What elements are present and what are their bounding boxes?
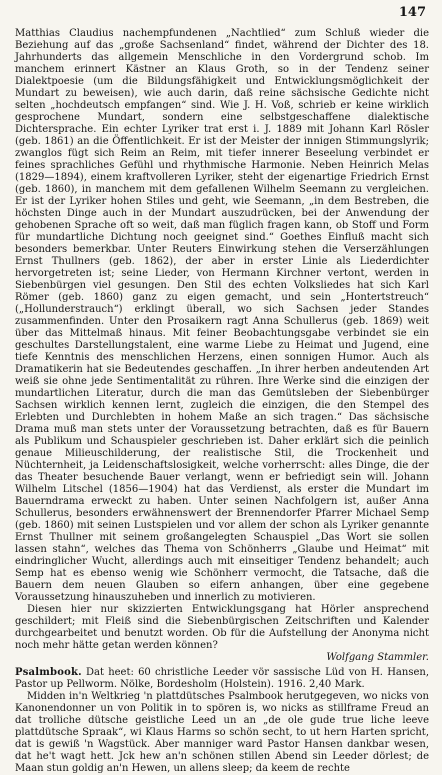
text-block bbox=[15, 28, 429, 775]
page-number: 147 bbox=[398, 5, 426, 20]
body-paragraph: Matthias Claudius nachempfundenen „Nachtlied“ zum Schluß wieder die Beziehung auf das „große Sachsenland“ findet, während der Dichter des 18. Jahrhunderts das allgemein Menschliche in den Vordergrund schob. Im manchem erinnert Kästner an Klaus Groth, so in der Tendenz seiner Dialektpoesie (um die Bildungsfähigkeit und Entwicklungsmöglichkeit der Mundart zu beweisen), wie auch darin, daß reine sächsische Gedichte nicht selten „hochdeutsch empfangen“ sind. Wie J. H. Voß, schrieb er keine wirklich gesprochene Mundart, sondern eine selbstgeschaffene dialektische Dichtersprache. Ein echter Lyriker trat erst i. J. 1889 mit Johann Karl Rösler (geb. 1861) an die Öffentlichkeit. Er ist der Meister der innigen Stimmungslyrik; zwanglos fügt sich Reim an Reim, mit tiefer innerer Beseelung verbindet er feines sprachliches Gefühl und rhythmische Harmonie. Neben Heinrich Melas (1829—1894), einem kraftvolleren Lyriker, steht der eigenartige Friedrich Ernst (geb. 1860), in manchem mit dem gefallenen Wilhelm Seemann zu vergleichen. Er ist der Lyriker hohen Stiles und geht, wie Seemann, „in dem Bestreben, die höchsten Dinge auch in der Mundart auszudrücken, bei der Anwendung der gehobenen Sprache oft so weit, daß man füglich fragen kann, ob Stoff und Form für mundartliche Dichtung noch geeignet sind.“ Goethes Einfluß macht sich besonders bemerkbar. Unter Reuters Einwirkung stehen die Verserzählungen Ernst Thullners (geb. 1862), der aber in erster Linie als Liederdichter hervorgetreten ist; seine Lieder, von Hermann Kirchner vertont, werden in Siebenbürgen viel gesungen. Den Stil des echten Volksliedes hat sich Karl Römer (geb. 1860) ganz zu eigen gemacht, und sein „Hontertstreuch“ („Hollunderstrauch“) erklingt überall, wo sich Sachsen jeder Standes zusammenfinden. Unter den Prosaikern ragt Anna Schullerus (geb. 1869) weit über das Mittelmaß hinaus. Mit feiner Beobachtungsgabe verbindet sie ein geschultes Darstellungstalent, eine warme Liebe zu Heimat und Jugend, eine tiefe Kenntnis des menschlichen Herzens, einen sonnigen Humor. Auch als Dramatikerin hat sie Bedeutendes geschaffen. „In ihrer herben andeutenden Art weiß sie ohne jede Sentimentalität zu rühren. Ihre Werke sind die einzigen der mundartlichen Literatur, durch die man das Gemütsleben der Siebenbürger Sachsen wirklich kennen lernt, zugleich die einzigen, die den Stempel des Erlebten und Durchlebten in hohem Maße an sich tragen.“ Das sächsische Drama muß man stets unter der Voraussetzung betrachten, daß es für Bauern als Publikum und Schauspieler geschrieben ist. Daher erklärt sich die peinlich genaue Milieuschilderung, der realistische Stil, die Trockenheit und Nüchternheit, ja Leidenschaftslosigkeit, welche vorherrscht: alles Dinge, die der das Theater besuchende Bauer verlangt, wenn er befriedigt sein will. Johann Wilhelm Litschel (1856—1904) hat das Verdienst, als erster die Mundart im Bauerndrama erweckt zu haben. Unter seinen Nachfolgern ist, außer Anna Schullerus, besonders erwähnenswert der Brennendorfer Pfarrer Michael Semp (geb. 1860) mit seinen Lustspielen und vor allem der schon als Lyriker genannte Ernst Thullner mit seinem großangelegten Schauspiel „Das Wort sie sollen lassen stahn“, welches das Thema von Schönherrs „Glaube und Heimat“ mit eindringlicher Wucht, allerdings auch mit einseitiger Tendenz behandelt; auch Semp hat es ebenso wenig wie Schönherr vermocht, die Tatsache, daß die Bauern dem neuen Glauben so eifern anhangen, über eine gegebene Voraussetzung hinauszuheben und innerlich zu motivieren. bbox=[15, 28, 429, 603]
review-section bbox=[15, 667, 429, 775]
review-paragraph: Midden in'n Weltkrieg 'n plattdütsches Psalmbook herutgegeven, wo nicks von Kanonendonner un von Politik in to spören is, wo nicks as stillframe Freud an dat trolliche dütsche geistliche Leed un an „de ole gude true liche leeve plattdütsche Spraak“, wi Klaus Harms so schön secht, to ut hern Harten spricht, dat is gewiß 'n Wagstück. Aber manniger ward Pastor Hansen dankbar wesen, dat he't wagt hett. Jck hew an'n schönen stillen Abend sin Leeder dörlest; de Maan stun goldig an'n Hewen, un allens sleep; da keem de rechte bbox=[15, 691, 429, 774]
author-signature: Wolfgang Stammler. bbox=[326, 652, 429, 663]
review-citation: Dat heet: 60 christliche Leeder vör sassische Lüd von H. Hansen, Pastor up Pellworm. Nölke, Bordesholm (Holstein). 1916. 2,40 Mark. bbox=[15, 667, 429, 690]
review-title: Psalmbook. bbox=[15, 667, 82, 678]
body-paragraph: Diesen hier nur skizzierten Entwicklungsgang hat Hörler ansprechend geschildert; mit Fleiß sind die Siebenbürgischen Zeitschriften und Kalender durchgearbeitet und benutzt worden. Ob für die Aufstellung der Anonyma nicht noch mehr hätte getan werden können? bbox=[15, 604, 429, 651]
